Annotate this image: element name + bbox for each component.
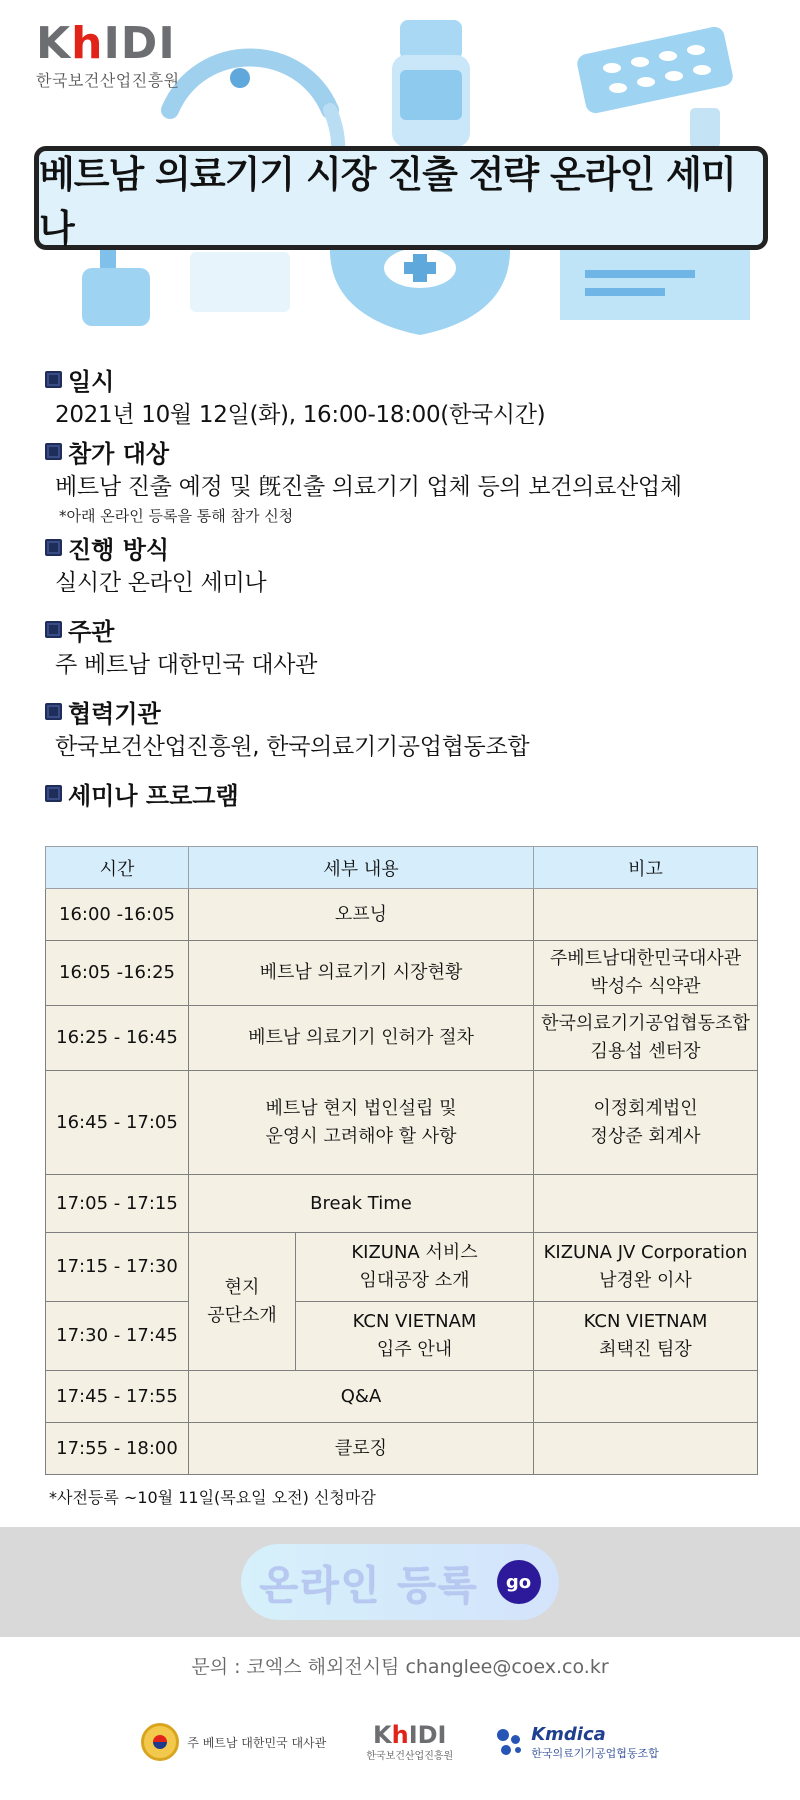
logo-letter-accent: h <box>71 18 104 69</box>
row-time: 16:05 -16:25 <box>46 941 189 1006</box>
note-line: 김용섭 센터장 <box>590 1041 701 1062</box>
target-note: *아래 온라인 등록을 통해 참가 신청 <box>59 507 294 525</box>
section-heading: 세미나 프로그램 <box>68 781 239 810</box>
pill-blister-icon <box>575 25 734 115</box>
header-banner <box>0 0 800 350</box>
register-band <box>0 1527 800 1637</box>
khidi-footer-logo <box>366 1720 454 1762</box>
page-title: 베트남 의료기기 시장 진출 전략 온라인 세미나 <box>39 153 736 250</box>
content-line: KIZUNA 서비스 <box>351 1242 478 1263</box>
table-row <box>46 1071 758 1175</box>
medicine-bottle-icon <box>392 20 470 147</box>
section-target <box>45 434 765 468</box>
section-heading: 일시 <box>68 367 115 396</box>
row-note <box>534 1371 758 1423</box>
content-line: 임대공장 소개 <box>359 1270 470 1291</box>
section-program <box>45 776 765 810</box>
kmdica-dots-icon <box>493 1725 527 1759</box>
row-content: Break Time <box>189 1175 534 1233</box>
logo-letter: K <box>372 1720 392 1749</box>
title-box <box>34 146 768 250</box>
register-label: 온라인 등록 <box>259 1562 479 1609</box>
note-line: 이정회계법인 <box>593 1097 698 1119</box>
contact-info: 문의 : 코엑스 해외전시팀 changlee@coex.co.kr <box>191 1656 609 1678</box>
row-content: 오프닝 <box>189 889 534 941</box>
note-line: 주베트남대한민국대사관 <box>549 948 742 969</box>
square-bullet-icon <box>45 371 62 388</box>
section-heading: 협력기관 <box>68 699 161 728</box>
host-value: 주 베트남 대한민국 대사관 <box>55 652 318 678</box>
row-content <box>296 1302 534 1371</box>
square-bullet-icon <box>45 443 62 460</box>
row-time: 17:45 - 17:55 <box>46 1371 189 1423</box>
section-heading: 주관 <box>68 617 115 646</box>
program-table-wrap <box>45 846 757 1508</box>
table-row <box>46 1175 758 1233</box>
note-line: KCN VIETNAM <box>583 1311 708 1332</box>
row-note <box>534 1175 758 1233</box>
kmdica-subtitle: 한국의료기기공업협동조합 <box>531 1746 659 1760</box>
row-time: 17:55 - 18:00 <box>46 1423 189 1475</box>
row-time: 17:15 - 17:30 <box>46 1233 189 1302</box>
shield-cross-icon <box>330 248 510 335</box>
go-badge[interactable]: go <box>497 1560 541 1604</box>
logo-letter-accent: h <box>391 1720 409 1749</box>
row-content: 클로징 <box>189 1423 534 1475</box>
table-row <box>46 1233 758 1302</box>
row-content: Q&A <box>189 1371 534 1423</box>
content-line: 운영시 고려해야 할 사항 <box>265 1125 457 1147</box>
group-line: 현지 <box>224 1276 260 1298</box>
table-row <box>46 1302 758 1371</box>
target-value: 베트남 진출 예정 및 旣진출 의료기기 업체 등의 보건의료산업체 <box>55 474 682 500</box>
header-time: 시간 <box>46 847 189 889</box>
note-line: 박성수 식약관 <box>590 976 701 997</box>
partner-value: 한국보건산업진흥원, 한국의료기기공업협동조합 <box>55 734 530 760</box>
logo-letters: IDI <box>103 18 176 69</box>
table-row <box>46 941 758 1006</box>
note-line: 남경완 이사 <box>599 1270 692 1291</box>
row-note <box>534 1302 758 1371</box>
group-line: 공단소개 <box>207 1304 277 1326</box>
row-time: 17:05 - 17:15 <box>46 1175 189 1233</box>
khidi-logo <box>36 18 180 91</box>
section-date <box>45 362 765 396</box>
program-table <box>45 846 758 1475</box>
header-note: 비고 <box>534 847 758 889</box>
date-value: 2021년 10월 12일(화), 16:00-18:00(한국시간) <box>55 402 546 428</box>
table-row <box>46 1371 758 1423</box>
note-line: KIZUNA JV Corporation <box>543 1242 748 1263</box>
online-register-button[interactable] <box>241 1544 559 1620</box>
section-heading: 진행 방식 <box>68 535 170 564</box>
table-row <box>46 889 758 941</box>
row-note <box>534 1071 758 1175</box>
section-method <box>45 530 765 564</box>
row-note <box>534 941 758 1006</box>
khidi-footer-subtitle: 한국보건산업진흥원 <box>366 1750 454 1762</box>
logo-subtitle: 한국보건산업진흥원 <box>36 71 180 90</box>
square-bullet-icon <box>45 785 62 802</box>
row-note <box>534 1006 758 1071</box>
row-content <box>296 1233 534 1302</box>
row-note <box>534 1233 758 1302</box>
square-bullet-icon <box>45 621 62 638</box>
row-time: 16:25 - 16:45 <box>46 1006 189 1071</box>
table-row <box>46 1006 758 1071</box>
kmdica-logo <box>493 1724 659 1761</box>
embassy-logo <box>141 1723 326 1761</box>
content-line: KCN VIETNAM <box>352 1311 477 1332</box>
logo-letter: K <box>36 18 72 69</box>
table-header-row <box>46 847 758 889</box>
section-partner <box>45 694 765 728</box>
header-content: 세부 내용 <box>189 847 534 889</box>
row-time: 16:45 - 17:05 <box>46 1071 189 1175</box>
logo-letters: IDI <box>408 1720 447 1749</box>
row-group <box>189 1233 296 1371</box>
method-value: 실시간 온라인 세미나 <box>55 570 267 596</box>
event-info <box>45 362 765 810</box>
embassy-emblem-icon <box>141 1723 179 1761</box>
square-bullet-icon <box>45 703 62 720</box>
footer-logos <box>0 1712 800 1772</box>
row-content <box>189 1071 534 1175</box>
kmdica-mark: Kmdica <box>531 1723 606 1745</box>
embassy-name: 주 베트남 대한민국 대사관 <box>187 1735 327 1750</box>
note-line: 한국의료기기공업협동조합 <box>541 1013 750 1034</box>
note-line: 최택진 팀장 <box>599 1339 692 1360</box>
sanitizer-icon <box>82 250 150 326</box>
note-line: 정상준 회계사 <box>590 1125 701 1147</box>
content-line: 베트남 현지 법인설립 및 <box>265 1097 457 1119</box>
row-content: 베트남 의료기기 시장현황 <box>189 941 534 1006</box>
row-note <box>534 889 758 941</box>
section-host <box>45 612 765 646</box>
square-bullet-icon <box>45 539 62 556</box>
row-note <box>534 1423 758 1475</box>
row-content: 베트남 의료기기 인허가 절차 <box>189 1006 534 1071</box>
section-heading: 참가 대상 <box>68 439 170 468</box>
registration-deadline-note: *사전등록 ~10월 11일(목요일 오전) 신청마감 <box>49 1488 376 1507</box>
row-time: 17:30 - 17:45 <box>46 1302 189 1371</box>
table-row <box>46 1423 758 1475</box>
content-line: 입주 안내 <box>376 1339 453 1360</box>
row-time: 16:00 -16:05 <box>46 889 189 941</box>
